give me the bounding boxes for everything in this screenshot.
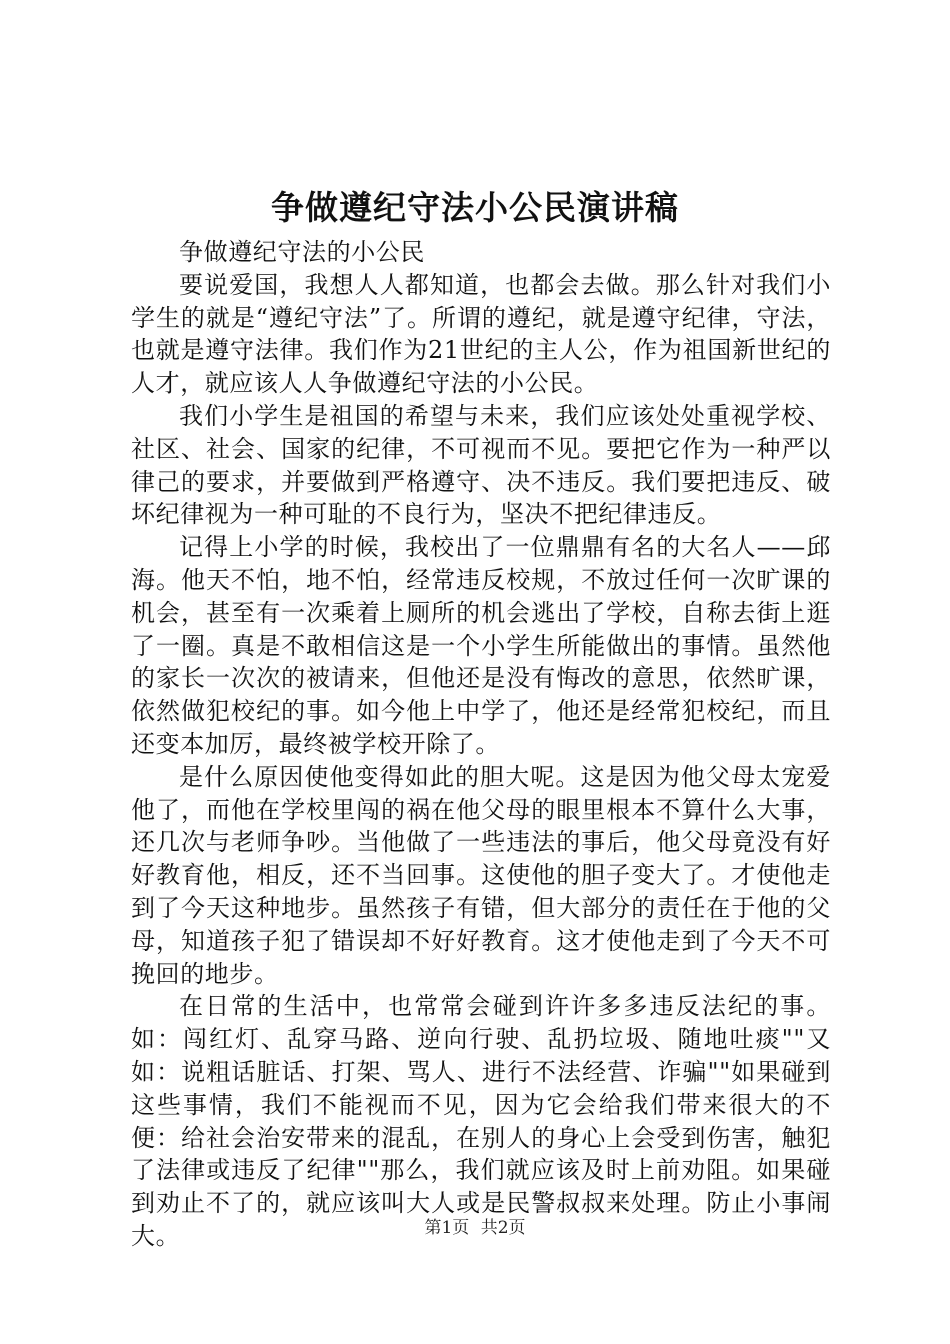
page-number: 第1页	[424, 1218, 470, 1238]
document-title: 争做遵纪守法小公民演讲稿	[271, 188, 679, 227]
body-paragraph-5: 在日常的生活中，也常常会碰到许许多多违反法纪的事。如：闯红灯、乱穿马路、逆向行驶、乱扔垃圾、随地吐痰""又如：说粗话脏话、打架、骂人、进行不法经营、诈骗""如果碰到这些事情，我们不能视而不见，因为它会给我们带来很大的不便：给社会治安带来的混乱，在别人的身心上会受到伤害，触犯了法律或违反了纪律""那么，我们就应该及时上前劝阻。如果碰到劝止不了的，就应该叫大人或是民警叔叔来处理。防止小事闹大。	[131, 992, 831, 1250]
page-footer	[0, 1216, 950, 1240]
body-paragraph-2: 我们小学生是祖国的希望与未来，我们应该处处重视学校、社区、社会、国家的纪律，不可视而不见。要把它作为一种严以律己的要求，并要做到严格遵守、决不违反。我们要把违反、破坏纪律视为一种可耻的不良行为，坚决不把纪律违反。	[131, 401, 831, 529]
body-paragraph-4: 是什么原因使他变得如此的胆大呢。这是因为他父母太宠爱他了，而他在学校里闯的祸在他父母的眼里根本不算什么大事，还几次与老师争吵。当他做了一些违法的事后，他父母竟没有好好教育他，相反，还不当回事。这使他的胆子变大了。才使他走到了今天这种地步。虽然孩子有错，但大部分的责任在于他的父母，知道孩子犯了错误却不好好教育。这才使他走到了今天不可挽回的地步。	[131, 762, 831, 988]
page-total: 共2页	[480, 1218, 526, 1238]
document-body	[131, 236, 831, 1253]
body-paragraph-3: 记得上小学的时候，我校出了一位鼎鼎有名的大名人——邱海。他天不怕，地不怕，经常违反校规，不放过任何一次旷课的机会，甚至有一次乘着上厕所的机会逃出了学校，自称去街上逛了一圈。真是不敢相信这是一个小学生所能做出的事情。虽然他的家长一次次的被请来，但他还是没有悔改的意思，依然旷课，依然做犯校纪的事。如今他上中学了，他还是经常犯校纪，而且还变本加厉，最终被学校开除了。	[131, 533, 831, 758]
subtitle-paragraph: 争做遵纪守法的小公民	[179, 238, 425, 266]
body-paragraph-1: 要说爱国，我想人人都知道，也都会去做。那么针对我们小学生的就是“遵纪守法”了。所谓的遵纪，就是遵守纪律，守法，也就是遵守法律。我们作为21世纪的主人公，作为祖国新世纪的人才，就应该人人争做遵纪守法的小公民。	[131, 270, 831, 398]
